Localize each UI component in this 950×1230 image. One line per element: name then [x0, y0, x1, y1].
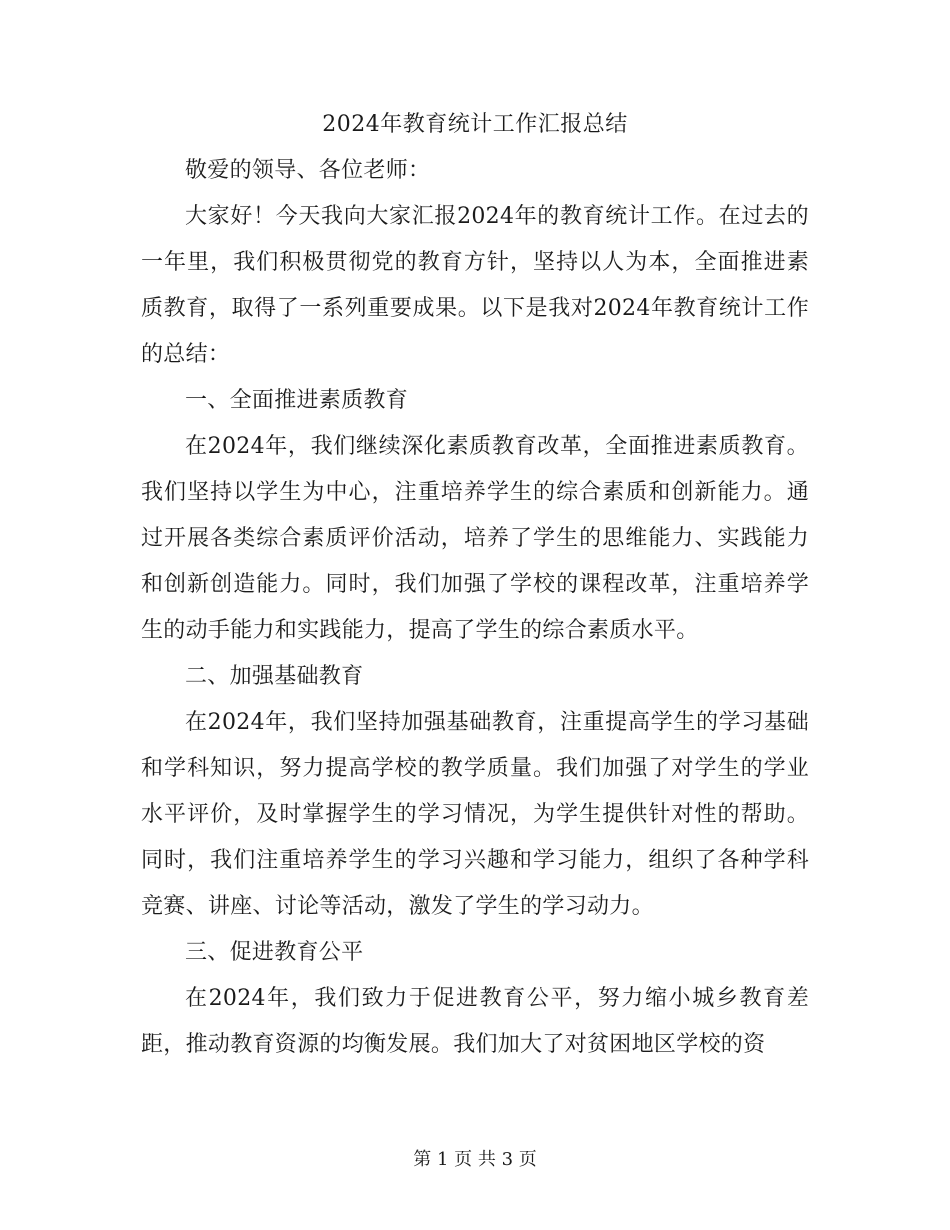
section-paragraph-2: 在2024年，我们坚持加强基础教育，注重提高学生的学习基础和学科知识，努力提高学校的教学质量。我们加强了对学生的学业水平评价，及时掌握学生的学习情况，为学生提供针对性的帮助。同时，我们注重培养学生的学习兴趣和学习能力，组织了各种学科竞赛、讲座、讨论等活动，激发了学生的学习动力。 — [141, 710, 809, 919]
greeting-paragraph: 敬爱的领导、各位老师： — [185, 158, 431, 183]
page-number: 第 1 页 共 3 页 — [413, 1149, 537, 1170]
section-paragraph-3: 在2024年，我们致力于促进教育公平，努力缩小城乡教育差距，推动教育资源的均衡发展。我们加大了对贫困地区学校的资 — [141, 986, 809, 1057]
section-heading-1: 一、全面推进素质教育 — [185, 388, 409, 413]
section-paragraph-1: 在2024年，我们继续深化素质教育改革，全面推进素质教育。我们坚持以学生为中心，注重培养学生的综合素质和创新能力。通过开展各类综合素质评价活动，培养了学生的思维能力、实践能力和创新创造能力。同时，我们加强了学校的课程改革，注重培养学生的动手能力和实践能力，提高了学生的综合素质水平。 — [141, 434, 809, 643]
intro-paragraph: 大家好！今天我向大家汇报2024年的教育统计工作。在过去的一年里，我们积极贯彻党的教育方针，坚持以人为本，全面推进素质教育，取得了一系列重要成果。以下是我对2024年教育统计工作的总结： — [141, 204, 809, 367]
section-heading-3: 三、促进教育公平 — [185, 940, 364, 965]
document-body — [141, 102, 809, 1068]
document-title: 2024年教育统计工作汇报总结 — [322, 112, 628, 137]
section-heading-2: 二、加强基础教育 — [185, 664, 364, 689]
